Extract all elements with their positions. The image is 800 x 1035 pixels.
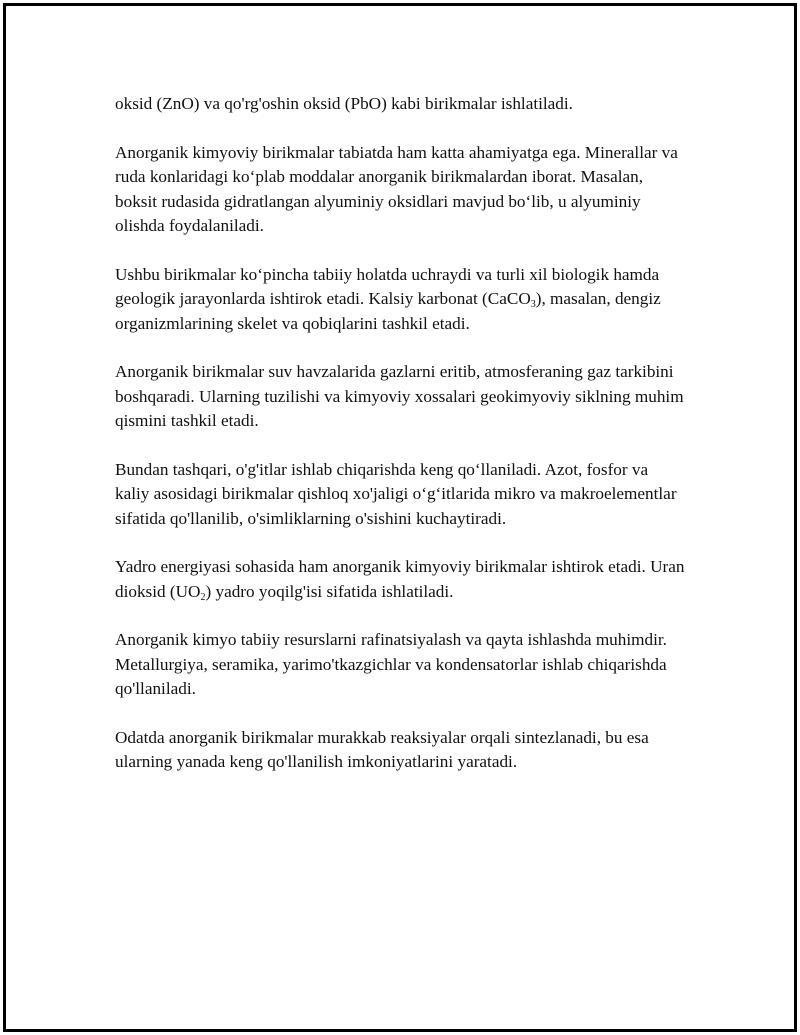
paragraph-5-text: Bundan tashqari, o'g'itlar ishlab chiqarishda keng qoʻllaniladi. Azot, fosfor va kaliy asosidagi birikmalar qishloq xo'jaligi oʻgʻitlarida mikro va makroelementlar sifatida qo'llanilib, o'simliklarning o'sishini kuchaytiradi.	[115, 459, 677, 528]
document-body	[115, 92, 685, 799]
paragraph-6-text-a: Yadro energiyasi sohasida ham anorganik kimyoviy birikmalar ishtirok etadi. Uran dioksid (UO	[115, 557, 685, 601]
paragraph-1-text: oksid (ZnO) va qo'rg'oshin oksid (PbO) kabi birikmalar ishlatiladi.	[115, 94, 573, 113]
paragraph-8-text: Odatda anorganik birikmalar murakkab reaksiyalar orqali sintezlanadi, bu esa ularning yanada keng qo'llanilish imkoniyatlarini yaratadi.	[115, 727, 649, 771]
paragraph-8	[115, 726, 685, 775]
paragraph-4	[115, 360, 685, 434]
caco3-subscript: 3	[530, 299, 536, 310]
paragraph-3-text-a: Ushbu birikmalar koʻpincha tabiiy holatda uchraydi va turli xil biologik hamda geologik jarayonlarda ishtirok etadi. Kalsiy karbonat (CaCO	[115, 264, 660, 308]
paragraph-6	[115, 555, 685, 604]
paragraph-2-text: Anorganik kimyoviy birikmalar tabiatda ham katta ahamiyatga ega. Minerallar va ruda konlaridagi koʻplab moddalar anorganik birikmalardan iborat. Masalan, boksit rudasida gidratlangan alyuminiy oksidlari mavjud boʻlib, u alyuminiy olishda foydalaniladi.	[115, 142, 678, 235]
paragraph-5	[115, 458, 685, 532]
paragraph-3	[115, 263, 685, 337]
paragraph-7-text: Anorganik kimyo tabiiy resurslarni rafinatsiyalash va qayta ishlashda muhimdir. Metallurgiya, seramika, yarimo'tkazgichlar va kondensatorlar ishlab chiqarishda qo'llaniladi.	[115, 630, 667, 698]
paragraph-4-text: Anorganik birikmalar suv havzalarida gazlarni eritib, atmosferaning gaz tarkibini boshqaradi. Ularning tuzilishi va kimyoviy xossalari geokimyoviy siklning muhim qismini tashkil etadi.	[115, 362, 684, 430]
paragraph-2	[115, 141, 685, 239]
paragraph-7	[115, 628, 685, 702]
paragraph-1	[115, 92, 685, 117]
paragraph-3-text-b: ), masalan, dengiz organizmlarining skelet va qobiqlarini tashkil etadi.	[115, 289, 661, 333]
paragraph-6-text-b: ) yadro yoqilg'isi sifatida ishlatiladi.	[205, 581, 454, 601]
uo2-subscript: 2	[200, 591, 206, 603]
